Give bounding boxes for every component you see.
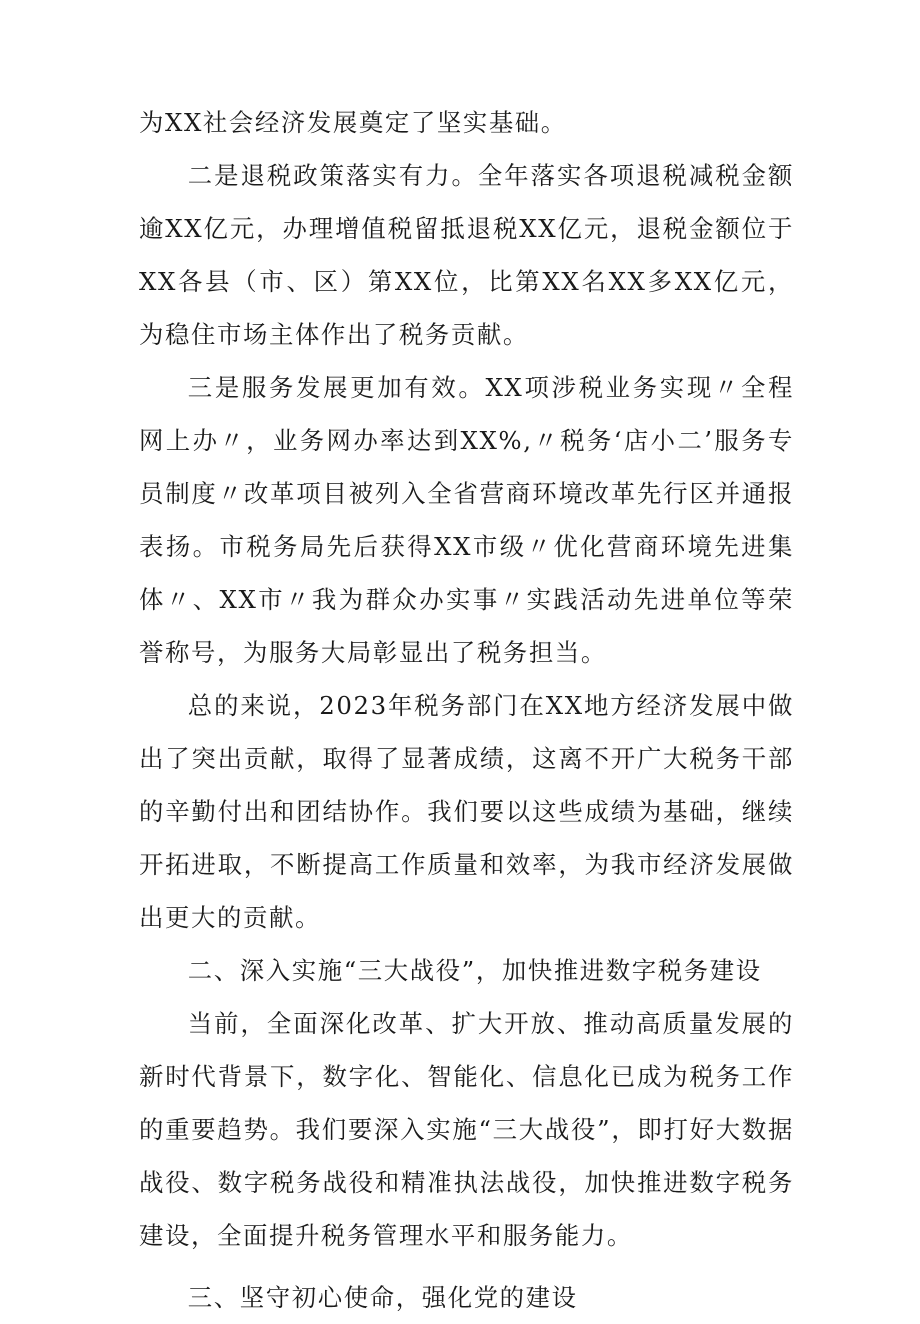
paragraph-service-development: 三是服务发展更加有效。XX项涉税业务实现〃全程网上办〃，业务网办率达到XX%,〃税务‘店小二’服务专员制度〃改革项目被列入全省营商环境改革先行区并通报表扬。市税务局先后获得XX市级〃优化营商环境先进集体〃、XX市〃我为群众办实事〃实践活动先进单位等荣誉称号，为服务大局彰显出了税务担当。	[139, 373, 794, 667]
paragraph-summary: 总的来说，2023年税务部门在XX地方经济发展中做出了突出贡献，取得了显著成绩，这离不开广大税务干部的辛勤付出和团结协作。我们要以这些成绩为基础，继续开拓进取，不断提高工作质量和效率，为我市经济发展做出更大的贡献。	[139, 691, 794, 932]
paragraph-digital-tax: 当前，全面深化改革、扩大开放、推动高质量发展的新时代背景下，数字化、智能化、信息化已成为税务工作的重要趋势。我们要深入实施“三大战役”，即打好大数据战役、数字税务战役和精准执法战役，加快推进数字税务建设，全面提升税务管理水平和服务能力。	[139, 1009, 794, 1250]
section-heading-party-building: 三、坚守初心使命，强化党的建设	[187, 1283, 578, 1312]
paragraph-tax-refund-policy: 二是退税政策落实有力。全年落实各项退税减税金额逾XX亿元，办理增值税留抵退税XX亿元，退税金额位于XX各县（市、区）第XX位，比第XX名XX多XX亿元，为稳住市场主体作出了税务贡献。	[139, 161, 794, 349]
section-heading-digital-tax: 二、深入实施“三大战役”，加快推进数字税务建设	[187, 956, 762, 985]
paragraph-continuation: 为XX社会经济发展奠定了坚实基础。	[139, 108, 567, 137]
document-body	[139, 96, 794, 1324]
